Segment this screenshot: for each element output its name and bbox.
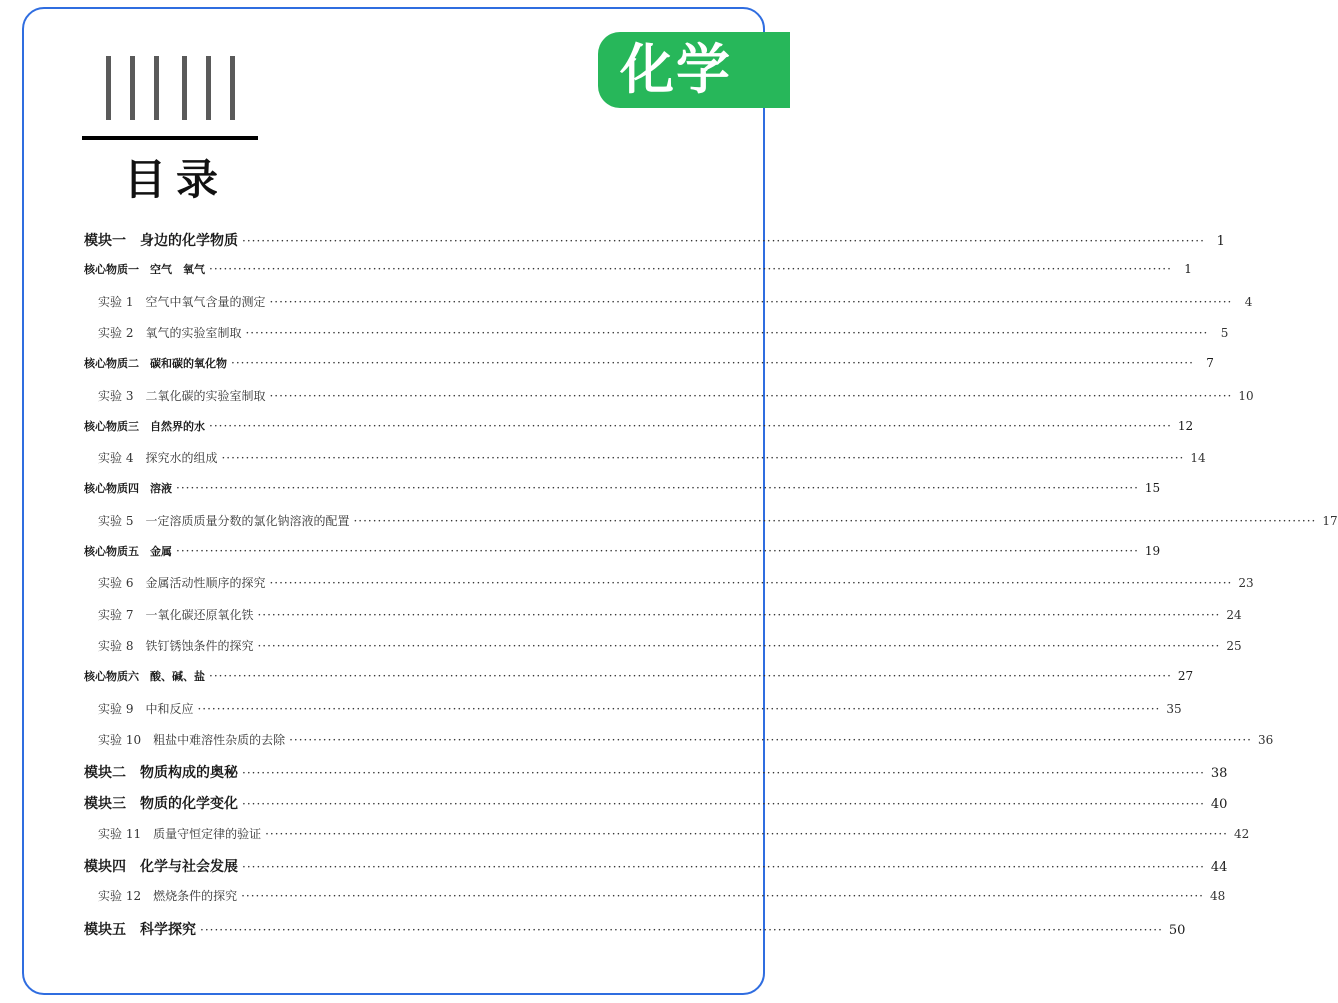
toc-entry-title: 核心物质六 酸、碱、盐 — [84, 670, 205, 684]
dot-leader: ········································································································································································································ — [269, 294, 1233, 309]
bar — [230, 56, 235, 120]
dot-leader: ········································································································································································································ — [209, 262, 1172, 277]
toc-entry[interactable] — [84, 230, 1225, 250]
dot-leader: ········································································································································································································ — [257, 607, 1221, 622]
toc-entry-page: 44 — [1210, 860, 1228, 875]
dot-leader: ········································································································································································································ — [245, 325, 1209, 340]
toc-entry-page: 27 — [1177, 669, 1194, 684]
toc-entry[interactable] — [98, 887, 1226, 904]
dot-leader: ········································································································································································································ — [265, 826, 1228, 841]
toc-entry-title: 实验 4 探究水的组成 — [98, 451, 218, 466]
bar — [182, 56, 187, 120]
toc-entry-title: 实验 8 铁钉锈蚀条件的探究 — [98, 638, 254, 653]
toc-entry-page: 50 — [1168, 922, 1186, 938]
dot-leader: ········································································································································································································ — [241, 889, 1204, 904]
toc-entry[interactable] — [98, 387, 1254, 404]
toc-entry-title: 核心物质五 金属 — [84, 545, 172, 558]
toc-entry[interactable] — [84, 355, 1214, 371]
toc-entry[interactable] — [98, 574, 1254, 591]
toc-entry-page: 7 — [1206, 356, 1214, 371]
toc-entry-title: 实验 1 空气中氧气含量的测定 — [98, 294, 266, 309]
toc-entry-title: 实验 5 一定溶质质量分数的氯化钠溶液的配置 — [98, 513, 350, 528]
dot-leader: ········································································································································································································ — [242, 234, 1205, 248]
dot-leader: ········································································································································································································ — [231, 356, 1194, 371]
dot-leader: ········································································································································································································ — [257, 638, 1221, 653]
toc-entry[interactable] — [98, 324, 1229, 341]
toc-entry[interactable] — [84, 261, 1192, 277]
dot-leader: ········································································································································································································ — [176, 481, 1139, 496]
toc-entry-title: 实验 7 一氧化碳还原氧化铁 — [98, 607, 254, 622]
decorative-bars — [106, 56, 236, 120]
toc-entry-page: 4 — [1244, 294, 1253, 309]
toc-entry-page: 38 — [1210, 766, 1228, 782]
toc-entry-title: 模块二 物质构成的奥秘 — [84, 765, 238, 782]
dot-leader: ········································································································································································································ — [209, 669, 1172, 684]
toc-entry-page: 5 — [1220, 325, 1229, 340]
toc-entry-page: 1 — [1216, 234, 1225, 249]
bar — [206, 56, 211, 120]
dot-leader: ········································································································································································································ — [289, 732, 1252, 747]
toc-entry-title: 实验 12 燃烧条件的探究 — [98, 889, 238, 904]
toc-entry[interactable] — [84, 856, 1228, 876]
toc-entry[interactable] — [98, 606, 1242, 623]
dot-leader: ········································································································································································································ — [176, 544, 1139, 558]
toc-entry-title: 模块五 科学探究 — [84, 921, 196, 938]
toc-entry[interactable] — [84, 793, 1228, 813]
bar — [154, 56, 159, 120]
dot-leader: ········································································································································································································ — [209, 418, 1172, 433]
toc-entry-page: 24 — [1226, 607, 1242, 622]
toc-entry-page: 40 — [1210, 797, 1228, 813]
toc-entry[interactable] — [98, 512, 1338, 529]
dot-leader: ········································································································································································································ — [242, 797, 1205, 812]
dot-leader: ········································································································································································································ — [269, 576, 1233, 591]
toc-entry-title: 实验 10 粗盐中难溶性杂质的去除 — [98, 732, 286, 747]
dot-leader: ········································································································································································································ — [269, 388, 1233, 403]
toc-entry-page: 14 — [1190, 451, 1206, 466]
toc-entry[interactable] — [84, 762, 1228, 782]
toc-entry-page: 15 — [1144, 481, 1161, 496]
toc-entry-title: 核心物质四 溶液 — [84, 482, 172, 496]
toc-entry[interactable] — [84, 919, 1186, 939]
toc-entry-title: 模块四 化学与社会发展 — [84, 859, 238, 875]
toc-entry[interactable] — [84, 668, 1194, 684]
toc-entry-title: 核心物质二 碳和碳的氧化物 — [84, 357, 227, 371]
toc-entry-page: 23 — [1238, 576, 1254, 591]
toc-entry-page: 12 — [1177, 418, 1194, 433]
toc-entry-title: 模块三 物质的化学变化 — [84, 796, 238, 813]
page-title: 目录 — [124, 155, 229, 204]
toc-entry-title: 实验 9 中和反应 — [98, 701, 194, 716]
toc-entry-title: 实验 11 质量守恒定律的验证 — [98, 826, 262, 841]
toc-entry-page: 19 — [1144, 544, 1161, 558]
toc-entry[interactable] — [98, 700, 1182, 717]
toc-entry[interactable] — [98, 293, 1253, 310]
toc-entry-page: 25 — [1226, 638, 1242, 653]
toc-entry-page: 42 — [1233, 826, 1250, 841]
toc-entry[interactable] — [98, 449, 1206, 466]
toc-entry-title: 实验 6 金属活动性顺序的探究 — [98, 576, 266, 591]
toc-entry[interactable] — [84, 543, 1161, 559]
toc-entry-page: 48 — [1209, 889, 1226, 904]
toc-entry-page: 36 — [1257, 732, 1274, 747]
toc-entry-title: 核心物质一 空气 氧气 — [84, 263, 205, 277]
bar — [130, 56, 135, 120]
toc-entry-page: 35 — [1166, 701, 1182, 716]
toc-entry-title: 实验 2 氧气的实验室制取 — [98, 325, 242, 340]
title-rule — [82, 136, 258, 140]
dot-leader: ········································································································································································································ — [242, 860, 1205, 874]
toc-entry[interactable] — [98, 731, 1274, 748]
toc-entry-page: 1 — [1184, 262, 1192, 277]
toc-entry-title: 实验 3 二氧化碳的实验室制取 — [98, 388, 266, 403]
toc-entry-title: 核心物质三 自然界的水 — [84, 419, 205, 433]
dot-leader: ········································································································································································································ — [221, 451, 1185, 466]
dot-leader: ········································································································································································································ — [200, 922, 1163, 937]
bar — [106, 56, 111, 120]
toc-entry-title: 模块一 身边的化学物质 — [84, 233, 238, 249]
subject-tab — [598, 32, 790, 108]
dot-leader: ········································································································································································································ — [353, 513, 1317, 528]
toc-entry[interactable] — [84, 480, 1161, 496]
toc-entry-page: 10 — [1238, 388, 1254, 403]
toc-entry[interactable] — [98, 825, 1250, 842]
toc-entry-page: 17 — [1322, 513, 1338, 528]
toc-entry[interactable] — [84, 418, 1194, 434]
subject-label: 化学 — [620, 38, 732, 101]
dot-leader: ········································································································································································································ — [197, 701, 1161, 716]
toc-entry[interactable] — [98, 637, 1242, 654]
dot-leader: ········································································································································································································ — [242, 766, 1205, 781]
